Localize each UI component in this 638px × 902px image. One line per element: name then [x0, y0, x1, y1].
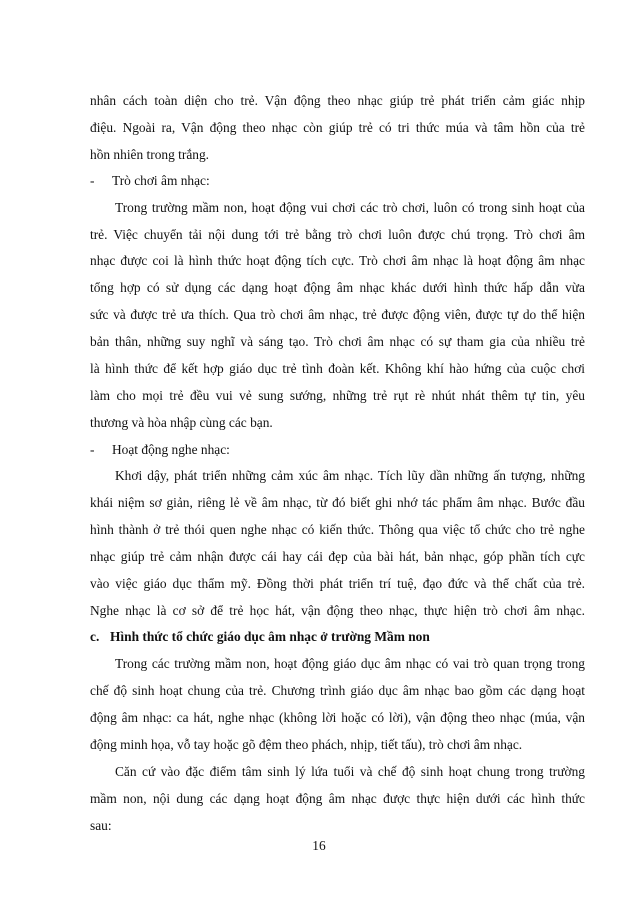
bullet-item-listening — [90, 441, 230, 458]
paragraph-line: mầm non, nội dung các dạng hoạt động âm nhạc được thực hiện dưới các hình thức — [90, 791, 585, 806]
paragraph-line: Căn cứ vào đặc điểm tâm sinh lý lứa tuổi và chế độ sinh hoạt chung trong trường — [115, 764, 585, 779]
paragraph-line: trẻ. Việc chuyển tải nội dung tới trẻ bằng trò chơi luôn được chú trọng. Trò chơi âm — [90, 227, 585, 242]
section-heading — [90, 628, 430, 645]
section-marker: c. — [90, 629, 100, 644]
paragraph-line: Nghe nhạc là cơ sở để trẻ học hát, vận động theo nhạc, thực hiện trò chơi âm nhạc. — [90, 603, 585, 618]
paragraph-line: khái niệm sơ giản, riêng lẻ về âm nhạc, từ đó biết ghi nhớ tác phẩm âm nhạc. Bước đầu — [90, 495, 585, 510]
paragraph-line: làm cho mọi trẻ đều vui vẻ sung sướng, những trẻ rụt rè nhút nhát thêm tự tin, yêu — [90, 388, 585, 403]
paragraph-line: nhạc giúp trẻ cảm nhận được cái hay cái đẹp của bài hát, bản nhạc, góp phần tích cực — [90, 549, 585, 564]
paragraph-line: chế độ sinh hoạt chung của trẻ. Chương trình giáo dục âm nhạc bao gồm các dạng hoạt — [90, 683, 585, 698]
paragraph-line: động minh họa, vỗ tay hoặc gõ đệm theo phách, nhịp, tiết tấu), trò chơi âm nhạc. — [90, 737, 523, 752]
paragraph-line: tổng hợp có sử dụng các dạng hoạt động âm nhạc khác dưới hình thức hấp dẫn vừa — [90, 280, 585, 295]
bullet-dash: - — [90, 442, 95, 457]
paragraph-line: Trong các trường mầm non, hoạt động giáo dục âm nhạc có vai trò quan trọng trong — [115, 656, 585, 671]
bullet-label: Trò chơi âm nhạc: — [112, 173, 210, 188]
paragraph-line: nhân cách toàn diện cho trẻ. Vận động theo nhạc giúp trẻ phát triển cảm giác nhịp — [90, 93, 585, 108]
paragraph-line: sức và được trẻ ưa thích. Qua trò chơi âm nhạc, trẻ được động viên, được tự do thể hiện — [90, 307, 585, 322]
paragraph-line: Trong trường mầm non, hoạt động vui chơi các trò chơi, luôn có trong sinh hoạt của — [115, 200, 585, 215]
paragraph-line: là hình thức để kết hợp giáo dục trẻ tình đoàn kết. Không khí hào hứng của cuộc chơi — [90, 361, 585, 376]
paragraph-line: vào việc giáo dục thẩm mỹ. Đồng thời phát triển trí tuệ, đạo đức và thể chất của trẻ. — [90, 576, 585, 591]
paragraph-line: điệu. Ngoài ra, Vận động theo nhạc còn giúp trẻ có tri thức múa và tâm hồn của trẻ — [90, 120, 585, 135]
bullet-dash: - — [90, 173, 95, 188]
paragraph-line: bản thân, những suy nghĩ và sáng tạo. Trò chơi âm nhạc có sự tham gia của nhiều trẻ — [90, 334, 585, 349]
paragraph-line: hồn nhiên trong trắng. — [90, 147, 210, 162]
bullet-item-games — [90, 172, 210, 189]
paragraph-line: sau: — [90, 818, 112, 833]
paragraph-line: Khơi dậy, phát triển những cảm xúc âm nhạc. Tích lũy dần những ấn tượng, những — [115, 468, 585, 483]
paragraph-line: nhạc được coi là hình thức hoạt động tích cực. Trò chơi âm nhạc là hoạt động âm nhạc — [90, 253, 585, 268]
section-title: Hình thức tổ chức giáo dục âm nhạc ở trường Mầm non — [110, 629, 430, 644]
paragraph-line: động âm nhạc: ca hát, nghe nhạc (không lời hoặc có lời), vận động theo nhạc (múa, vận — [90, 710, 585, 725]
page-number: 16 — [312, 838, 326, 853]
paragraph-line: hình thành ở trẻ thói quen nghe nhạc có kiến thức. Thông qua việc tổ chức cho trẻ nghe — [90, 522, 585, 537]
paragraph-line: thương và hòa nhập cùng các bạn. — [90, 415, 273, 430]
bullet-label: Hoạt động nghe nhạc: — [112, 442, 230, 457]
